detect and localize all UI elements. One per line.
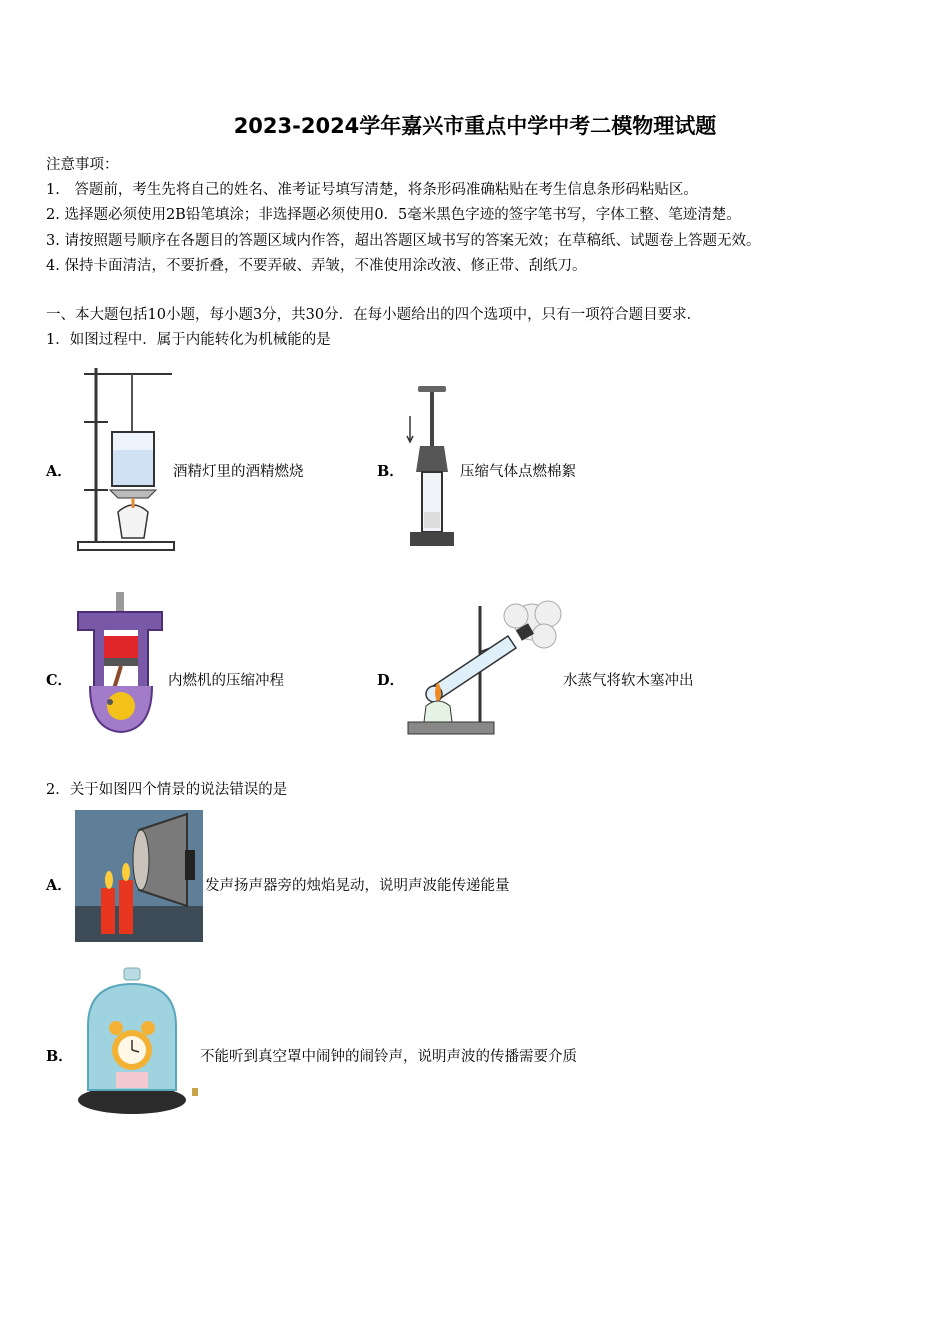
- notice-heading: 注意事项：: [46, 157, 119, 173]
- q1-option-b-text: 压缩气体点燃棉絮: [460, 464, 576, 480]
- speaker-candles-photo: [75, 810, 203, 942]
- test-tube-cork-icon: [404, 596, 564, 740]
- bell-jar-alarm-clock-photo: [76, 966, 198, 1120]
- notice-item: 3. 请按照题号顺序在各题目的答题区域内作答，超出答题区域书写的答案无效；在草稿纸、试题卷上答题无效。: [46, 233, 761, 249]
- q2-option-a-text: 发声扬声器旁的烛焰晃动，说明声波能传递能量: [205, 878, 510, 894]
- q1-option-c-text: 内燃机的压缩冲程: [168, 673, 284, 689]
- q2-option-a-letter: A．: [46, 877, 72, 894]
- q1-option-a-text: 酒精灯里的酒精燃烧: [173, 464, 304, 480]
- notice-item: 1. 答题前，考生先将自己的姓名、准考证号填写清楚，将条形码准确粘贴在考生信息条形码粘贴区。: [46, 182, 698, 198]
- question-2-stem: 2．关于如图四个情景的说法错误的是: [46, 782, 288, 798]
- beaker-on-tripod-icon: [74, 362, 178, 554]
- q1-option-d-letter: D．: [377, 672, 405, 689]
- q2-option-b-text: 不能听到真空罩中闹钟的闹铃声，说明声波的传播需要介质: [200, 1049, 577, 1065]
- question-1-stem: 1．如图过程中．属于内能转化为机械能的是: [46, 332, 331, 348]
- engine-cylinder-icon: [74, 590, 168, 738]
- q1-option-d-text: 水蒸气将软木塞冲出: [563, 673, 694, 689]
- q1-option-b-letter: B．: [377, 463, 404, 480]
- section-heading: 一、本大题包括10小题，每小题3分，共30分．在每小题给出的四个选项中，只有一项符合题目要求．: [46, 307, 702, 323]
- q1-option-c-letter: C．: [46, 672, 73, 689]
- q1-option-a-letter: A．: [46, 463, 72, 480]
- page-title: 2023-2024学年嘉兴市重点中学中考二模物理试题: [233, 114, 717, 138]
- notice-item: 2. 选择题必须使用2B铅笔填涂；非选择题必须使用0．5毫米黑色字迹的签字笔书写，字体工整、笔迹清楚。: [46, 207, 741, 223]
- notice-item: 4. 保持卡面清洁，不要折叠，不要弄破、弄皱，不准使用涂改液、修正带、刮纸刀。: [46, 258, 587, 274]
- fire-piston-icon: [402, 382, 458, 554]
- q2-option-b-letter: B．: [46, 1048, 73, 1065]
